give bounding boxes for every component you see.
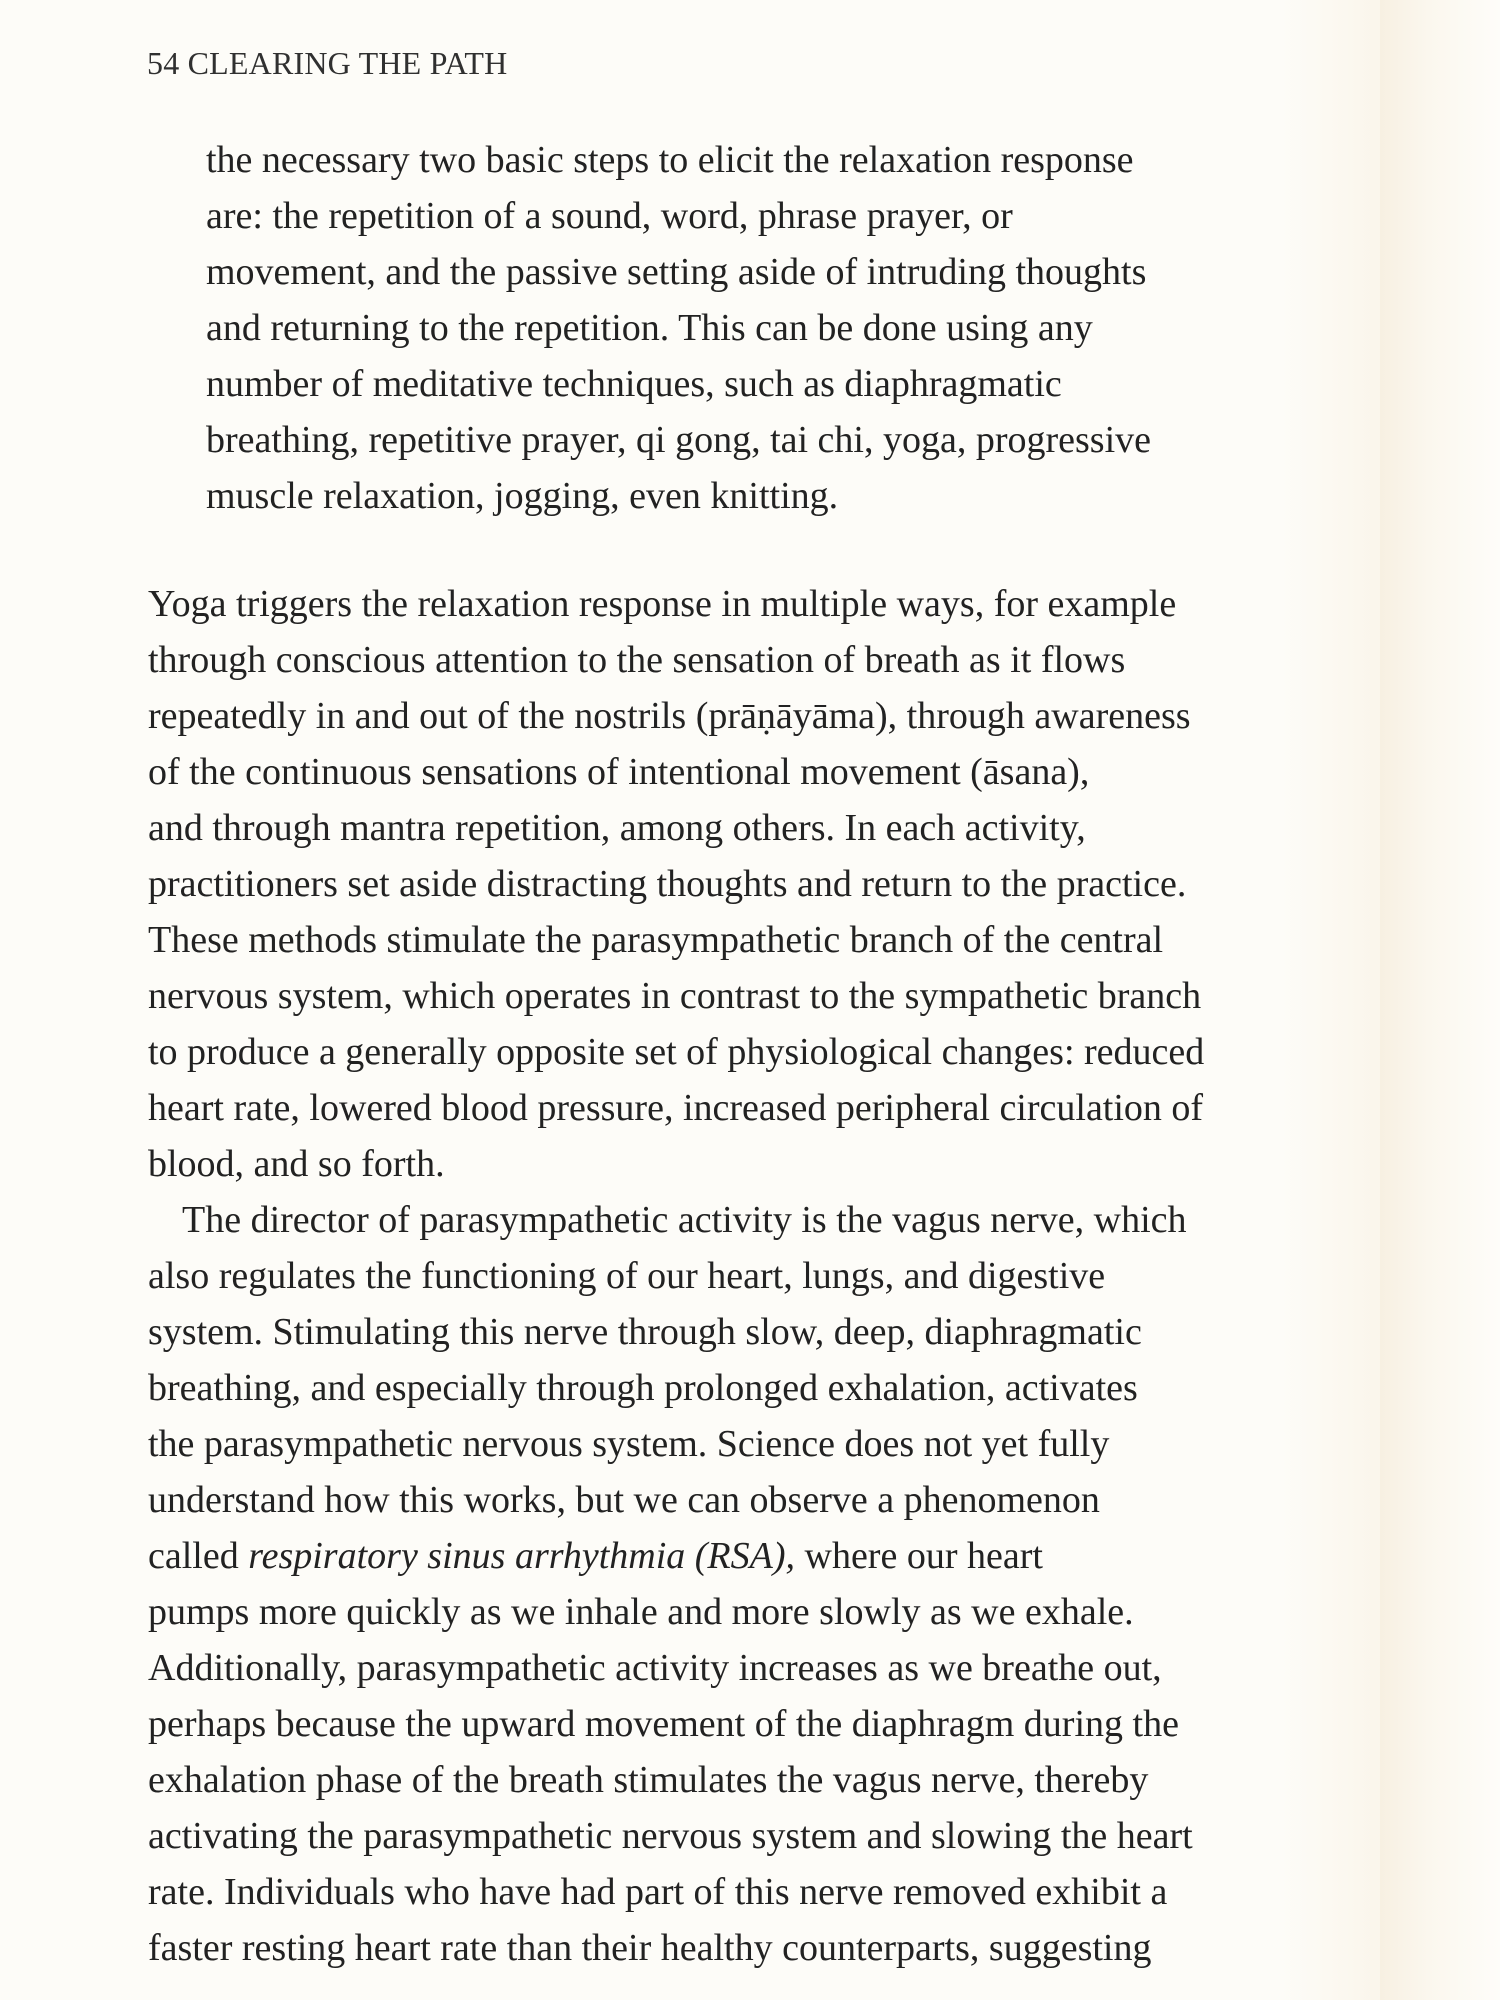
paragraph-line: heart rate, lowered blood pressure, increased peripheral circulation of [148, 1087, 1204, 1129]
body-text [148, 576, 1373, 1976]
rsa-line [148, 1528, 1373, 1584]
quote-line: number of meditative techniques, such as diaphragmatic [206, 363, 1062, 405]
paragraph-line: activating the parasympathetic nervous system and slowing the heart [148, 1815, 1193, 1857]
quote-line: and returning to the repetition. This can be done using any [206, 307, 1093, 349]
quote-line: breathing, repetitive prayer, qi gong, tai chi, yoga, progressive [206, 419, 1152, 461]
quote-line: movement, and the passive setting aside of intruding thoughts [206, 251, 1147, 293]
paragraph-line: rate. Individuals who have had part of this nerve removed exhibit a [148, 1871, 1168, 1913]
paragraph-line: These methods stimulate the parasympathetic branch of the central [148, 919, 1164, 961]
paragraph-line: pumps more quickly as we inhale and more slowly as we exhale. [148, 1591, 1134, 1633]
paragraph-line: breathing, and especially through prolonged exhalation, activates [148, 1367, 1138, 1409]
page-edge [1380, 0, 1500, 2000]
rsa-term: respiratory sinus arrhythmia (RSA), [248, 1535, 795, 1577]
rsa-after: where our heart [795, 1535, 1043, 1577]
quote-line: the necessary two basic steps to elicit the relaxation response [206, 139, 1134, 181]
paragraph-line: faster resting heart rate than their healthy counterparts, suggesting [148, 1927, 1152, 1969]
paragraph-line: of the continuous sensations of intentional movement (āsana), [148, 751, 1090, 793]
paragraph-line: practitioners set aside distracting thoughts and return to the practice. [148, 863, 1187, 905]
quote-line: muscle relaxation, jogging, even knitting. [206, 475, 839, 517]
block-quote [206, 132, 1356, 524]
paragraph-line: nervous system, which operates in contrast to the sympathetic branch [148, 975, 1202, 1017]
paragraph-line: perhaps because the upward movement of the diaphragm during the [148, 1703, 1179, 1745]
paragraph-line: understand how this works, but we can observe a phenomenon [148, 1479, 1100, 1521]
paragraph-line: and through mantra repetition, among others. In each activity, [148, 807, 1086, 849]
paragraph-line: system. Stimulating this nerve through slow, deep, diaphragmatic [148, 1311, 1142, 1353]
running-header: 54 CLEARING THE PATH [147, 45, 508, 81]
paragraph-line: blood, and so forth. [148, 1143, 445, 1185]
rsa-before: called [148, 1535, 249, 1577]
paragraph-line: through conscious attention to the sensation of breath as it flows [148, 639, 1126, 681]
paragraph-line: also regulates the functioning of our heart, lungs, and digestive [148, 1255, 1106, 1297]
paragraph-line: Additionally, parasympathetic activity increases as we breathe out, [148, 1647, 1162, 1689]
paragraph-line: to produce a generally opposite set of physiological changes: reduced [148, 1031, 1205, 1073]
paragraph-line: Yoga triggers the relaxation response in multiple ways, for example [148, 583, 1177, 625]
paragraph-line: exhalation phase of the breath stimulates the vagus nerve, thereby [148, 1759, 1149, 1801]
paragraph-line: The director of parasympathetic activity is the vagus nerve, which [182, 1199, 1187, 1241]
paragraph-line: the parasympathetic nervous system. Science does not yet fully [148, 1423, 1110, 1465]
quote-line: are: the repetition of a sound, word, phrase prayer, or [206, 195, 1013, 237]
paragraph-line: repeatedly in and out of the nostrils (prāṇāyāma), through awareness [148, 695, 1191, 737]
